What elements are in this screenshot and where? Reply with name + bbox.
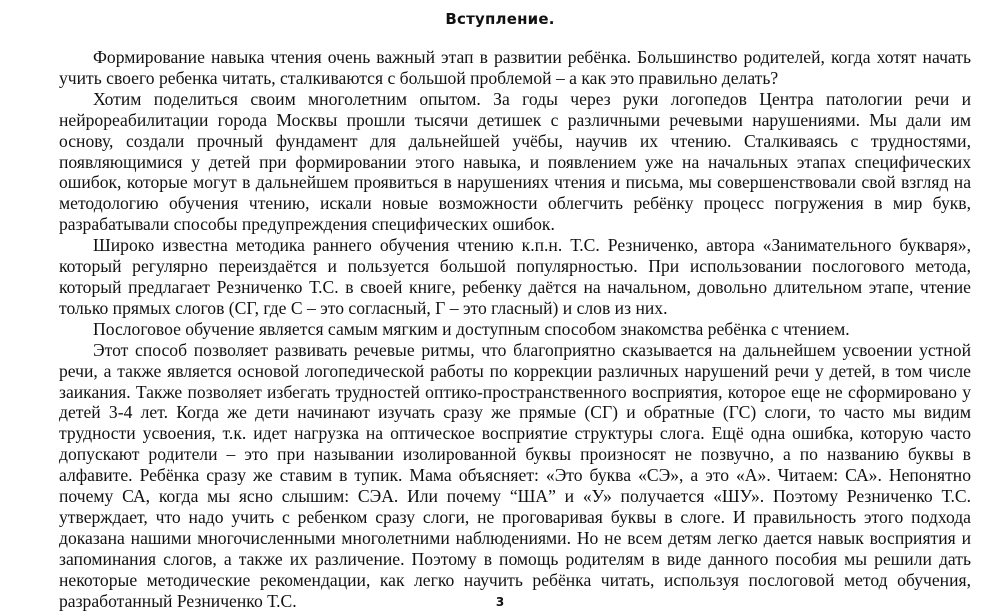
paragraph-experience: Хотим поделиться своим многолетним опытом. За годы через руки логопедов Центра патологии речи и нейрореабилитации города Москвы прошли тысячи детишек с различными речевыми нарушениями. Мы дали им основу, создали прочный фундамент для дальнейшей учёбы, научив их чтению. Сталкиваясь с трудностями, появляющимися у детей при формировании этого навыка, и появлением уже на начальных этапах специфических ошибок, которые могут в дальнейшем проявиться в нарушениях чтения и письма, мы совершенствовали свой взгляд на методологию обучения чтению, искали новые возможности облегчить ребёнку процесс погружения в мир букв, разрабатывали способы предупреждения специфических ошибок. bbox=[59, 88, 971, 235]
paragraph-intro: Формирование навыка чтения очень важный этап в развитии ребёнка. Большинство родителей, когда хотят начать учить своего ребенка читать, сталкиваются с большой проблемой – а как это правильно делать? bbox=[59, 47, 971, 88]
paragraph-syllabic-learning: Послоговое обучение является самым мягким и доступным способом знакомства ребёнка с чтением. bbox=[93, 318, 850, 339]
paragraph-reznichenko-method: Широко известна методика раннего обучения чтению к.п.н. Т.С. Резниченко, автора «Занимательного букваря», который регулярно переиздаётся и пользуется большой популярностью. При использовании послогового метода, который предлагает Резниченко Т.С. в своей книге, ребенку даётся на начальном, довольно длительном этапе, чтение только прямых слогов (СГ, где С – это согласный, Г – это гласный) и слов из них. bbox=[59, 235, 971, 318]
page-title: Вступление. bbox=[445, 10, 555, 28]
page-number: 3 bbox=[495, 595, 505, 609]
document-body bbox=[59, 47, 971, 611]
paragraph-method-benefits: Этот способ позволяет развивать речевые ритмы, что благоприятно сказывается на дальнейшем усвоении устной речи, а также является основой логопедической работы по коррекции различных нарушений речи у детей, в том числе заикания. Также позволяет избегать трудностей оптико-пространственного восприятия, которое еще не сформировано у детей 3-4 лет. Когда же дети начинают изучать сразу же прямые (СГ) и обратные (ГС) слоги, то часто мы видим трудности усвоения, т.к. идет нагрузка на оптическое восприятие структуры слога. Ещё одна ошибка, которую часто допускают родители – это при назывании изолированной буквы произносят не позвучно, а по названию буквы в алфавите. Ребёнка сразу же ставим в тупик. Мама объясняет: «Это буква «СЭ», а это «А». Читаем: СА». Непонятно почему СА, когда мы ясно слышим: СЭА. Или почему “ША” и «У» получается «ШУ». Поэтому Резниченко Т.С. утверждает, что надо учить с ребенком сразу слоги, не проговаривая буквы в слоге. И правильность этого подхода доказана нашими многочисленными многолетними наблюдениями. Но не всем детям легко дается навык восприятия и запоминания слогов, а также их различение. Поэтому в помощь родителям в виде данного пособия мы решили дать некоторые методические рекомендации, как легко научить ребёнка читать, используя послоговой метод обучения, разработанный Резниченко Т.С. bbox=[59, 339, 971, 611]
